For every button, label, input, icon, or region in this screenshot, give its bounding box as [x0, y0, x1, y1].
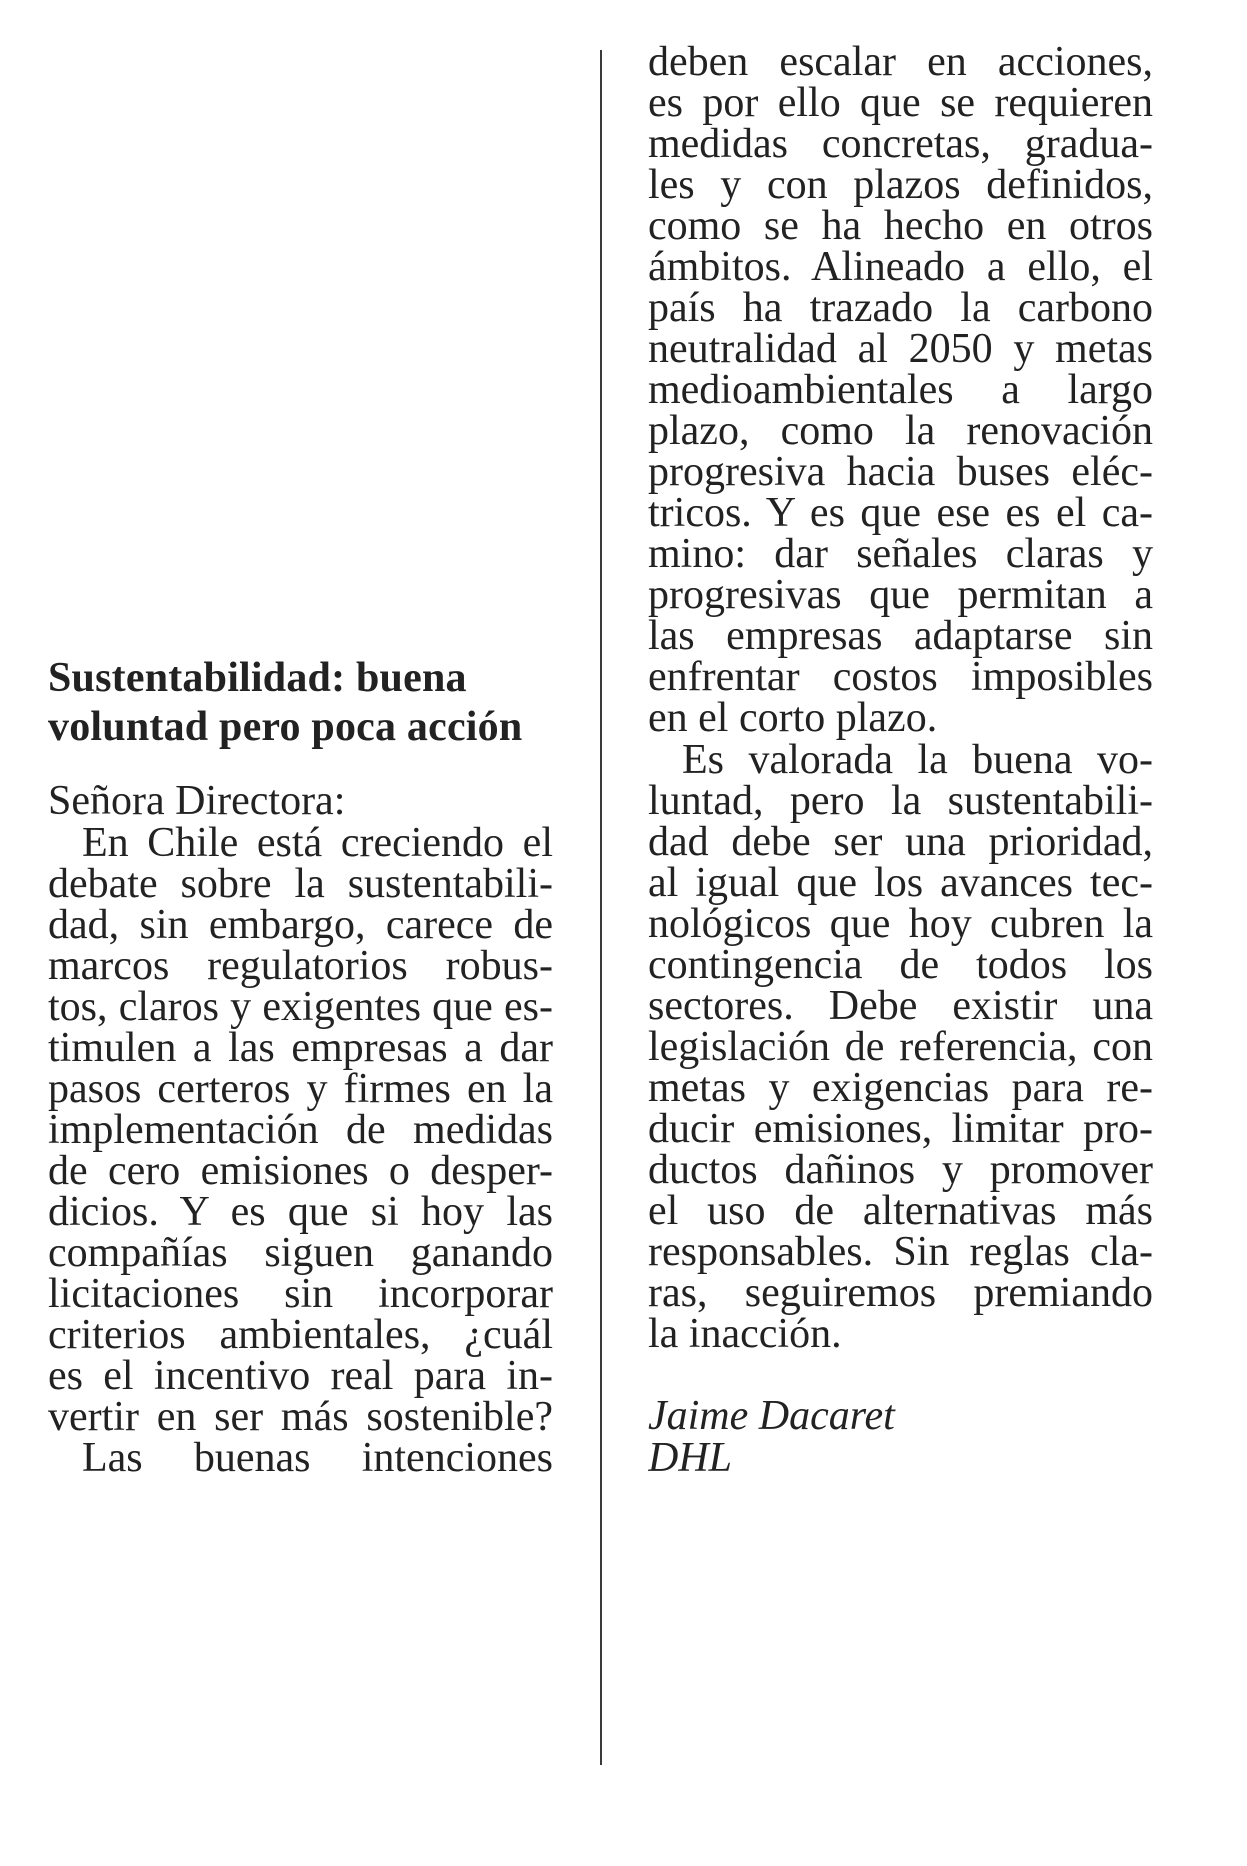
body-line: dicios. Y es que si hoy las	[48, 1189, 553, 1235]
body-line: Es valorada la buena vo-	[682, 737, 1153, 783]
body-line: enfrentar costos imposibles	[648, 654, 1153, 700]
body-line: contingencia de todos los	[648, 942, 1153, 988]
body-line: compañías siguen ganando	[48, 1230, 553, 1276]
body-line: en el corto plazo.	[648, 695, 938, 741]
body-line: de cero emisiones o desper-	[48, 1148, 553, 1194]
body-line: responsables. Sin reglas cla-	[648, 1229, 1153, 1275]
body-line: ámbitos. Alineado a ello, el	[648, 244, 1153, 290]
body-line: medidas concretas, gradua-	[648, 121, 1153, 167]
body-line: ductos dañinos y promover	[648, 1147, 1153, 1193]
body-line: sectores. Debe existir una	[648, 983, 1153, 1029]
body-line: el uso de alternativas más	[648, 1188, 1153, 1234]
body-line: es el incentivo real para in-	[48, 1353, 553, 1399]
body-line: En Chile está creciendo el	[82, 820, 553, 866]
body-line: tricos. Y es que ese es el ca-	[648, 490, 1153, 536]
signature-name: Jaime Dacaret	[648, 1393, 895, 1439]
body-line: neutralidad al 2050 y metas	[648, 326, 1153, 372]
body-line: licitaciones sin incorporar	[48, 1271, 553, 1317]
body-line: marcos regulatorios robus-	[48, 943, 553, 989]
body-line: Las buenas intenciones	[82, 1435, 553, 1481]
body-line: al igual que los avances tec-	[648, 860, 1153, 906]
body-line: criterios ambientales, ¿cuál	[48, 1312, 553, 1358]
body-line: vertir en ser más sostenible?	[48, 1394, 553, 1440]
body-line: medioambientales a largo	[648, 367, 1153, 413]
body-line: mino: dar señales claras y	[648, 531, 1153, 577]
body-line: país ha trazado la carbono	[648, 285, 1153, 331]
body-line: progresivas que permitan a	[648, 572, 1153, 618]
body-line: les y con plazos definidos,	[648, 162, 1153, 208]
body-line: deben escalar en acciones,	[648, 39, 1153, 85]
body-line: debate sobre la sustentabili-	[48, 861, 553, 907]
article-title-line-2: voluntad pero poca acción	[48, 704, 523, 750]
body-line: progresiva hacia buses eléc-	[648, 449, 1153, 495]
body-line: dad debe ser una prioridad,	[648, 819, 1153, 865]
body-line: como se ha hecho en otros	[648, 203, 1153, 249]
salutation: Señora Directora:	[48, 778, 346, 824]
body-line: legislación de referencia, con	[648, 1024, 1153, 1070]
body-line: tos, claros y exigentes que es-	[48, 984, 553, 1030]
body-line: plazo, como la renovación	[648, 408, 1153, 454]
body-line: implementación de medidas	[48, 1107, 553, 1153]
body-line: ducir emisiones, limitar pro-	[648, 1106, 1153, 1152]
body-line: metas y exigencias para re-	[648, 1065, 1153, 1111]
column-divider	[600, 50, 602, 1765]
body-line: ras, seguiremos premiando	[648, 1270, 1153, 1316]
body-line: nológicos que hoy cubren la	[648, 901, 1153, 947]
body-line: timulen a las empresas a dar	[48, 1025, 553, 1071]
body-line: las empresas adaptarse sin	[648, 613, 1153, 659]
body-line: la inacción.	[648, 1311, 842, 1357]
article-title-line-1: Sustentabilidad: buena	[48, 655, 467, 701]
body-line: luntad, pero la sustentabili-	[648, 778, 1153, 824]
body-line: dad, sin embargo, carece de	[48, 902, 553, 948]
body-line: es por ello que se requieren	[648, 80, 1153, 126]
signature-organization: DHL	[648, 1435, 733, 1481]
body-line: pasos certeros y firmes en la	[48, 1066, 553, 1112]
